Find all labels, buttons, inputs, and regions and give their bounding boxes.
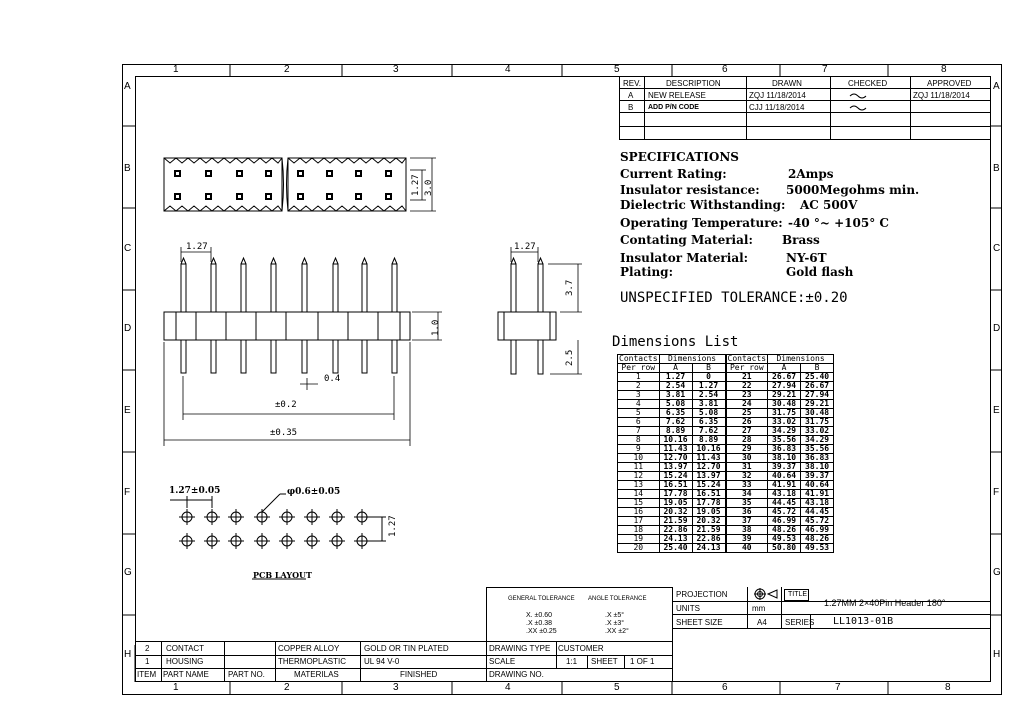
row-label: G <box>124 567 132 578</box>
dim-contacts: 2 <box>618 382 660 391</box>
rev-header-rev: REV. <box>623 79 641 88</box>
column-label: 8 <box>941 64 947 75</box>
dim-a: 15.24 <box>659 472 692 481</box>
spec-value: NY-6T <box>786 251 827 265</box>
spec-label: Contating Material: <box>620 233 753 247</box>
dim-b: 39.37 <box>801 472 834 481</box>
dim-a: 40.64 <box>768 472 801 481</box>
row-label: A <box>124 81 131 92</box>
dim-contacts: 28 <box>726 436 768 445</box>
side-view <box>498 258 556 374</box>
dim-a: 5.08 <box>659 400 692 409</box>
dim-header-b: B <box>801 364 834 373</box>
dim-b: 33.02 <box>801 427 834 436</box>
dim-contacts: 25 <box>726 409 768 418</box>
dim-contacts: 5 <box>618 409 660 418</box>
table-row <box>618 445 834 454</box>
dim-a: 7.62 <box>659 418 692 427</box>
dim-width-top: 3.0 <box>424 179 434 196</box>
dim-a: 35.56 <box>768 436 801 445</box>
dim-contacts: 17 <box>618 517 660 526</box>
dim-a: 43.18 <box>768 490 801 499</box>
dim-a: 10.16 <box>659 436 692 445</box>
dim-tol-1: ±0.2 <box>275 400 297 410</box>
drawing-title: 1.27MM 2×40Pin Header 180° <box>824 598 946 608</box>
rev-header-drawn: DRAWN <box>772 79 802 88</box>
rev-row-description: NEW RELEASE <box>648 91 706 100</box>
dim-a: 19.05 <box>659 499 692 508</box>
dim-b: 0 <box>692 373 726 382</box>
dim-b: 15.24 <box>692 481 726 490</box>
table-row <box>618 535 834 544</box>
column-label: 7 <box>822 64 828 75</box>
dim-contacts: 20 <box>618 544 660 553</box>
dim-a: 36.83 <box>768 445 801 454</box>
spec-insulator-material <box>620 251 990 265</box>
dim-contacts: 14 <box>618 490 660 499</box>
dim-contacts: 36 <box>726 508 768 517</box>
dim-b: 7.62 <box>692 427 726 436</box>
spec-label: Insulator resistance: <box>620 183 760 197</box>
table-row <box>618 508 834 517</box>
rev-row-rev: B <box>628 103 634 112</box>
general-tolerance-label: GENERAL TOLERANCE <box>508 596 575 602</box>
dim-pitch-side: 1.27 <box>514 242 536 252</box>
drawing-no-label: DRAWING NO. <box>489 670 544 679</box>
dim-a: 41.91 <box>768 481 801 490</box>
dim-b: 25.40 <box>801 373 834 382</box>
dim-b: 13.97 <box>692 472 726 481</box>
pcb-layout <box>170 494 386 579</box>
row-label: F <box>993 487 1000 498</box>
dim-contacts: 39 <box>726 535 768 544</box>
dim-a: 46.99 <box>768 517 801 526</box>
dim-b: 16.51 <box>692 490 726 499</box>
spec-label: Operating Temperature: <box>620 216 783 230</box>
dim-a: 20.32 <box>659 508 692 517</box>
row-label: E <box>993 405 1000 416</box>
bom-header-item: ITEM <box>137 670 157 679</box>
dim-contacts: 24 <box>726 400 768 409</box>
dim-b: 44.45 <box>801 508 834 517</box>
dim-header-a: A <box>659 364 692 373</box>
tol-gen-row: .X ±0.38 <box>526 620 553 627</box>
dim-b: 5.08 <box>692 409 726 418</box>
dim-a: 22.86 <box>659 526 692 535</box>
dim-a: 25.40 <box>659 544 692 553</box>
spec-value: 2Amps <box>788 167 834 181</box>
scale-label: SCALE <box>489 657 516 666</box>
dim-b: 46.99 <box>801 526 834 535</box>
spec-insulator-resistance <box>620 183 990 197</box>
dim-contacts: 31 <box>726 463 768 472</box>
units-label: UNITS <box>676 604 700 613</box>
dim-a: 13.97 <box>659 463 692 472</box>
dim-b: 30.48 <box>801 409 834 418</box>
dim-a: 49.53 <box>768 535 801 544</box>
dim-contacts: 27 <box>726 427 768 436</box>
column-label: 1 <box>173 682 179 693</box>
row-label: D <box>124 323 132 334</box>
dim-contacts: 13 <box>618 481 660 490</box>
dim-a: 50.80 <box>768 544 801 553</box>
table-row <box>618 391 834 400</box>
row-label: C <box>993 243 1001 254</box>
dim-b: 17.78 <box>692 499 726 508</box>
bom-header-finished: FINISHED <box>400 670 438 679</box>
dim-b: 48.26 <box>801 535 834 544</box>
spec-label: Dielectric Withstanding: <box>620 198 786 212</box>
dim-contacts: 35 <box>726 499 768 508</box>
table-row <box>618 436 834 445</box>
row-label: B <box>124 163 131 174</box>
table-row <box>618 373 834 382</box>
table-row <box>618 526 834 535</box>
dim-b: 41.91 <box>801 490 834 499</box>
dim-contacts: 12 <box>618 472 660 481</box>
spec-operating-temperature <box>620 216 990 230</box>
table-row <box>618 517 834 526</box>
spec-current-rating <box>620 167 990 181</box>
spec-plating <box>620 265 990 279</box>
dim-contacts: 3 <box>618 391 660 400</box>
table-row <box>618 418 834 427</box>
dim-a: 39.37 <box>768 463 801 472</box>
table-row <box>618 472 834 481</box>
tol-gen-row: X. ±0.60 <box>526 612 553 619</box>
row-label: H <box>124 649 132 660</box>
dim-b: 10.16 <box>692 445 726 454</box>
dim-header-dimensions: Dimensions <box>659 355 726 364</box>
front-view <box>164 258 410 373</box>
dim-subheader-row <box>618 364 834 373</box>
dim-a: 33.02 <box>768 418 801 427</box>
rev-header-checked: CHECKED <box>848 79 888 88</box>
dim-contacts: 11 <box>618 463 660 472</box>
dim-contacts: 29 <box>726 445 768 454</box>
finish: UL 94 V-0 <box>364 657 400 666</box>
rev-header-description: DESCRIPTION <box>666 79 721 88</box>
title-label: TITLE <box>788 591 808 598</box>
dim-pitch-top: 1.27 <box>411 174 421 196</box>
dim-a: 8.89 <box>659 427 692 436</box>
table-row <box>618 499 834 508</box>
dim-header-a: A <box>768 364 801 373</box>
dim-pin-top-length: 3.7 <box>565 279 575 296</box>
spec-value: AC 500V <box>800 198 858 212</box>
bom-header-part-no: PART NO. <box>228 670 265 679</box>
dim-b: 24.13 <box>692 544 726 553</box>
dim-b: 20.32 <box>692 517 726 526</box>
column-label: 2 <box>284 682 290 693</box>
dim-contacts: 7 <box>618 427 660 436</box>
dim-contacts: 6 <box>618 418 660 427</box>
spec-value: Gold flash <box>786 265 854 279</box>
dim-a: 44.45 <box>768 499 801 508</box>
material: THERMOPLASTIC <box>278 657 347 666</box>
dim-header-contacts: Contacts <box>727 354 767 363</box>
sheet-label: SHEET <box>591 657 618 666</box>
table-row <box>618 382 834 391</box>
dim-contacts: 18 <box>618 526 660 535</box>
dim-contacts: 34 <box>726 490 768 499</box>
table-row <box>618 544 834 553</box>
dim-header-contacts: Contacts <box>619 354 658 363</box>
dim-contacts: 26 <box>726 418 768 427</box>
dim-contacts: 23 <box>726 391 768 400</box>
sheet-value: 1 OF 1 <box>630 657 655 666</box>
dim-b: 2.54 <box>692 391 726 400</box>
specifications-title: SPECIFICATIONS <box>620 150 739 164</box>
dim-a: 27.94 <box>768 382 801 391</box>
dim-contacts: 30 <box>726 454 768 463</box>
dim-contacts: 32 <box>726 472 768 481</box>
bom-header-part-name: PART NAME <box>163 670 209 679</box>
dim-b: 43.18 <box>801 499 834 508</box>
rev-row-description: ADD P/N CODE <box>648 104 699 111</box>
dim-b: 19.05 <box>692 508 726 517</box>
dim-a: 17.78 <box>659 490 692 499</box>
row-label: F <box>124 487 131 498</box>
dim-a: 1.27 <box>659 373 692 382</box>
dim-a: 48.26 <box>768 526 801 535</box>
dim-pin-width: 0.4 <box>324 374 341 384</box>
column-label: 6 <box>722 64 728 75</box>
pcb-row-pitch: 1.27 <box>388 515 398 537</box>
column-label: 6 <box>722 682 728 693</box>
dim-b: 38.10 <box>801 463 834 472</box>
dim-pitch-front: 1.27 <box>186 242 208 252</box>
dim-contacts: 1 <box>618 373 660 382</box>
drawing-type-label: DRAWING TYPE <box>489 644 551 653</box>
dim-a: 2.54 <box>659 382 692 391</box>
dim-a: 45.72 <box>768 508 801 517</box>
column-label: 3 <box>393 682 399 693</box>
spec-contacting-material <box>620 233 990 247</box>
drawing-type-value: CUSTOMER <box>558 644 604 653</box>
rev-row-drawn: CJJ 11/18/2014 <box>749 103 805 112</box>
dim-header-per-row: Per row <box>726 364 768 373</box>
dim-contacts: 8 <box>618 436 660 445</box>
tol-gen-row: .XX ±0.25 <box>526 628 557 635</box>
dim-contacts: 33 <box>726 481 768 490</box>
row-label: G <box>993 567 1001 578</box>
series-value: LL1013-01B <box>833 616 894 627</box>
finish: GOLD OR TIN PLATED <box>364 644 449 653</box>
dim-b: 34.29 <box>801 436 834 445</box>
dim-b: 29.21 <box>801 400 834 409</box>
dim-b: 49.53 <box>801 544 834 553</box>
pcb-hole-label: φ0.6±0.05 <box>287 487 341 497</box>
column-label: 2 <box>284 64 290 75</box>
spec-label: Current Rating: <box>620 167 727 181</box>
rev-row-approved: ZQJ 11/18/2014 <box>913 91 970 100</box>
units-value: mm <box>752 604 766 613</box>
column-label: 8 <box>945 682 951 693</box>
pcb-layout-title: PCB LAYOUT <box>253 570 312 580</box>
rev-header-approved: APPROVED <box>927 79 972 88</box>
dim-b: 45.72 <box>801 517 834 526</box>
dim-a: 24.13 <box>659 535 692 544</box>
dim-contacts: 4 <box>618 400 660 409</box>
dim-b: 3.81 <box>692 400 726 409</box>
dim-a: 26.67 <box>768 373 801 382</box>
dim-a: 31.75 <box>768 409 801 418</box>
dim-header-per-row: Per row <box>618 364 660 373</box>
tol-angle-row: .X ±5° <box>605 612 625 619</box>
part-name: CONTACT <box>166 644 205 653</box>
dim-pin-tail-length: 2.5 <box>565 349 575 366</box>
row-label: H <box>993 649 1001 660</box>
dim-a: 34.29 <box>768 427 801 436</box>
row-label: D <box>993 323 1001 334</box>
projection-label: PROJECTION <box>676 590 728 599</box>
dim-contacts: 10 <box>618 454 660 463</box>
dim-a: 11.43 <box>659 445 692 454</box>
dim-contacts: 38 <box>726 526 768 535</box>
bom-header-materials: MATERILAS <box>294 670 339 679</box>
row-label: C <box>124 243 132 254</box>
dim-a: 6.35 <box>659 409 692 418</box>
dim-b: 26.67 <box>801 382 834 391</box>
column-label: 5 <box>614 64 620 75</box>
dim-contacts: 40 <box>726 544 768 553</box>
dim-a: 29.21 <box>768 391 801 400</box>
column-label: 5 <box>614 682 620 693</box>
column-label: 4 <box>505 682 511 693</box>
material: COPPER ALLOY <box>278 644 340 653</box>
tol-angle-row: .XX ±2° <box>605 628 629 635</box>
projection-symbol <box>754 588 777 600</box>
pcb-pitch-label: 1.27±0.05 <box>169 486 221 496</box>
dim-b: 1.27 <box>692 382 726 391</box>
unspecified-tolerance: UNSPECIFIED TOLERANCE:±0.20 <box>620 290 848 306</box>
dim-a: 16.51 <box>659 481 692 490</box>
row-label: A <box>993 81 1000 92</box>
row-label: E <box>124 405 131 416</box>
item-number: 1 <box>145 657 150 666</box>
tol-angle-row: .X ±3° <box>605 620 625 627</box>
rev-row-drawn: ZQJ 11/18/2014 <box>749 91 806 100</box>
table-row <box>618 454 834 463</box>
table-row <box>618 463 834 472</box>
spec-label: Insulator Material: <box>620 251 749 265</box>
dim-b: 8.89 <box>692 436 726 445</box>
dim-contacts: 16 <box>618 508 660 517</box>
spec-dielectric <box>620 198 990 212</box>
table-row <box>618 490 834 499</box>
table-row <box>618 427 834 436</box>
checked-signature-marks <box>850 94 866 110</box>
part-name: HOUSING <box>166 657 204 666</box>
dim-contacts: 15 <box>618 499 660 508</box>
dim-b: 12.70 <box>692 463 726 472</box>
spec-value: 5000Megohms min. <box>786 183 920 197</box>
dim-header-b: B <box>692 364 726 373</box>
dim-contacts: 21 <box>726 373 768 382</box>
dim-body-height: 1.0 <box>431 319 441 336</box>
spec-value: Brass <box>782 233 820 247</box>
dim-tol-2: ±0.35 <box>270 428 298 438</box>
dim-a: 3.81 <box>659 391 692 400</box>
dimensions-table <box>617 354 834 553</box>
table-row <box>618 400 834 409</box>
dim-a: 21.59 <box>659 517 692 526</box>
dim-b: 31.75 <box>801 418 834 427</box>
column-label: 1 <box>173 64 179 75</box>
series-label: SERIES <box>785 618 815 627</box>
dim-b: 27.94 <box>801 391 834 400</box>
dimensions-list-title: Dimensions List <box>612 334 739 350</box>
dim-b: 21.59 <box>692 526 726 535</box>
dim-b: 35.56 <box>801 445 834 454</box>
sheet-size-value: A4 <box>757 618 767 627</box>
angle-tolerance-label: ANGLE TOLERANCE <box>588 596 647 602</box>
column-label: 7 <box>835 682 841 693</box>
dim-header-dimensions: Dimensions <box>768 355 834 364</box>
column-label: 3 <box>393 64 399 75</box>
table-row <box>618 481 834 490</box>
dim-b: 36.83 <box>801 454 834 463</box>
dim-a: 38.10 <box>768 454 801 463</box>
dim-a: 30.48 <box>768 400 801 409</box>
dim-b: 11.43 <box>692 454 726 463</box>
spec-value: -40 °~ +105° C <box>788 216 889 230</box>
dim-b: 22.86 <box>692 535 726 544</box>
dim-b: 6.35 <box>692 418 726 427</box>
dim-contacts: 37 <box>726 517 768 526</box>
scale-value: 1:1 <box>566 657 578 666</box>
rev-row-rev: A <box>628 91 634 100</box>
dim-b: 40.64 <box>801 481 834 490</box>
item-number: 2 <box>145 644 150 653</box>
dim-contacts: 19 <box>618 535 660 544</box>
top-view <box>164 158 406 211</box>
dim-contacts: 9 <box>618 445 660 454</box>
column-label: 4 <box>505 64 511 75</box>
dim-a: 12.70 <box>659 454 692 463</box>
spec-label: Plating: <box>620 265 674 279</box>
sheet-size-label: SHEET SIZE <box>676 618 723 627</box>
table-row <box>618 409 834 418</box>
row-label: B <box>993 163 1000 174</box>
dim-contacts: 22 <box>726 382 768 391</box>
